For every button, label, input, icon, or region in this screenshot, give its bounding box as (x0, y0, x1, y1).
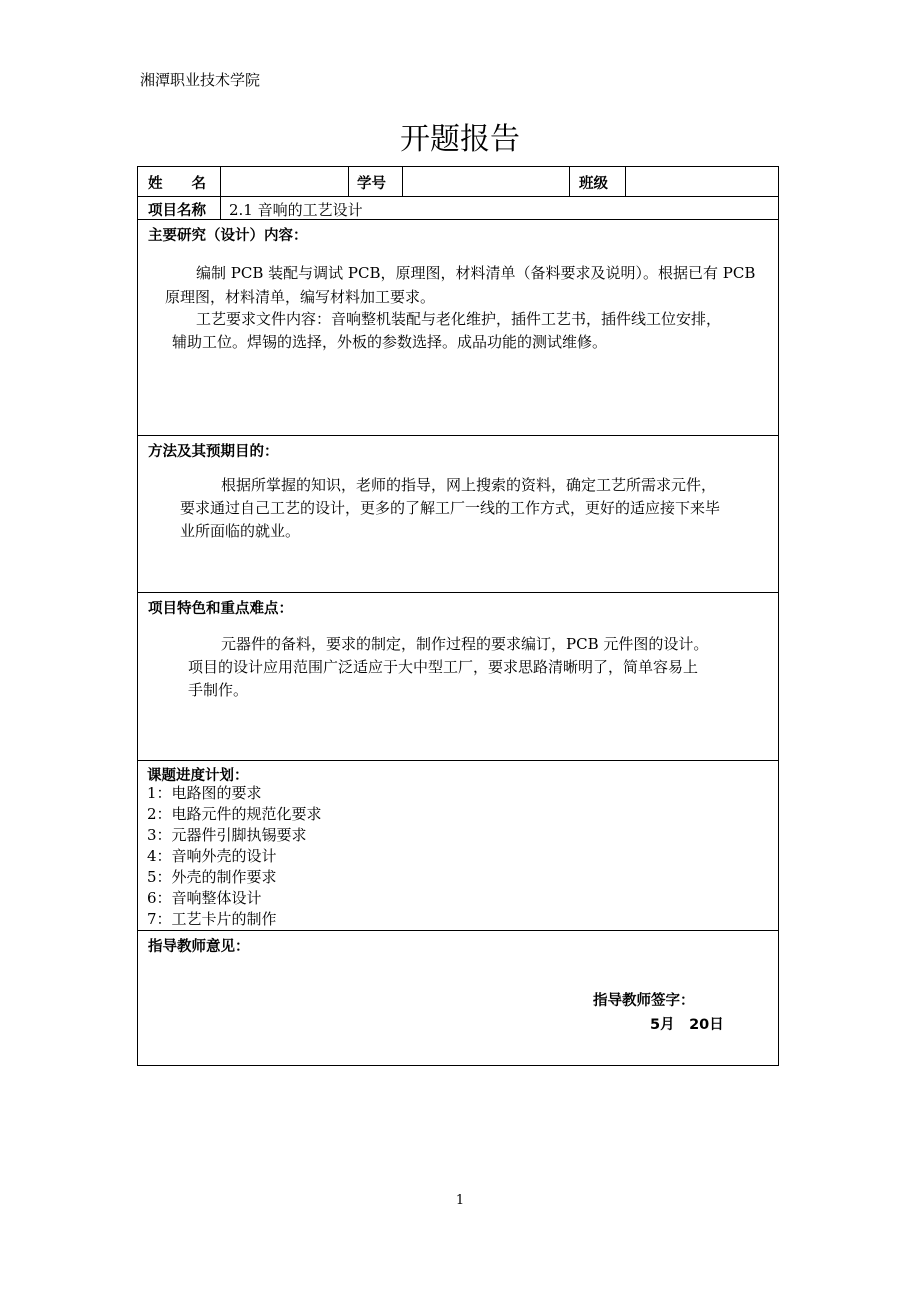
student-id-label (349, 167, 403, 196)
method-line-1: 根据所掌握的知识，老师的指导，网上搜索的资料，确定工艺所需求元件， (221, 476, 717, 494)
method-line-2: 要求通过自己工艺的设计，更多的了解工厂一线的工作方式，更好的适应接下来毕 (180, 499, 721, 517)
method-line-3: 业所面临的就业。 (180, 522, 301, 540)
class-field[interactable] (626, 167, 778, 196)
advisor-signature-label: 指导教师签字： (593, 993, 695, 1009)
project-label (138, 197, 221, 219)
research-line-2: 原理图，材料清单，编写材料加工要求。 (165, 288, 436, 306)
school-name: 湘潭职业技术学院 (140, 71, 261, 89)
plan-item-4: 4：音响外壳的设计 (147, 847, 277, 865)
method-section (138, 436, 778, 593)
class-label (570, 167, 626, 196)
student-id-label-text: 学号 (357, 176, 386, 192)
project-value: 2.1 音响的工艺设计 (229, 201, 363, 219)
features-line-1: 元器件的备料，要求的制定，制作过程的要求编订，PCB 元件图的设计。 (221, 635, 709, 653)
features-line-2: 项目的设计应用范围广泛适应于大中型工厂，要求思路清晰明了，简单容易上 (188, 658, 699, 676)
plan-item-6: 6：音响整体设计 (147, 889, 262, 907)
project-label-text: 项目名称 (148, 203, 206, 219)
name-label-text: 姓 名 (148, 176, 206, 192)
research-line-3: 工艺要求文件内容：音响整机装配与老化维护，插件工艺书，插件线工位安排， (196, 310, 722, 328)
page-title: 开题报告 (400, 122, 520, 157)
research-line-1: 编制 PCB 装配与调试 PCB，原理图，材料清单（备料要求及说明）。根据已有 PCB (196, 264, 756, 282)
page-number: 1 (455, 1193, 465, 1208)
research-section (138, 220, 778, 436)
research-label: 主要研究（设计）内容： (148, 228, 308, 244)
plan-item-7: 7：工艺卡片的制作 (147, 910, 277, 928)
features-label: 项目特色和重点难点： (148, 601, 293, 617)
advisor-label: 指导教师意见： (148, 939, 250, 955)
name-field[interactable] (221, 167, 349, 196)
method-label: 方法及其预期目的： (148, 444, 279, 460)
plan-item-5: 5：外壳的制作要求 (147, 868, 277, 886)
plan-item-2: 2：电路元件的规范化要求 (147, 805, 322, 823)
features-section (138, 593, 778, 761)
class-label-text: 班级 (579, 176, 608, 192)
proposal-form (137, 166, 779, 1066)
plan-item-1: 1：电路图的要求 (147, 784, 262, 802)
project-row (138, 197, 778, 220)
features-line-3: 手制作。 (188, 681, 249, 699)
info-row (138, 167, 778, 197)
advisor-date: 5月 20日 (650, 1017, 724, 1033)
research-line-4: 辅助工位。焊锡的选择，外板的参数选择。成品功能的测试维修。 (172, 333, 608, 351)
project-field[interactable] (221, 197, 778, 219)
advisor-section (138, 931, 778, 1067)
name-label (138, 167, 221, 196)
student-id-field[interactable] (403, 167, 570, 196)
plan-section (138, 761, 778, 931)
plan-item-3: 3：元器件引脚执锡要求 (147, 826, 307, 844)
plan-label: 课题进度计划： (147, 768, 249, 784)
